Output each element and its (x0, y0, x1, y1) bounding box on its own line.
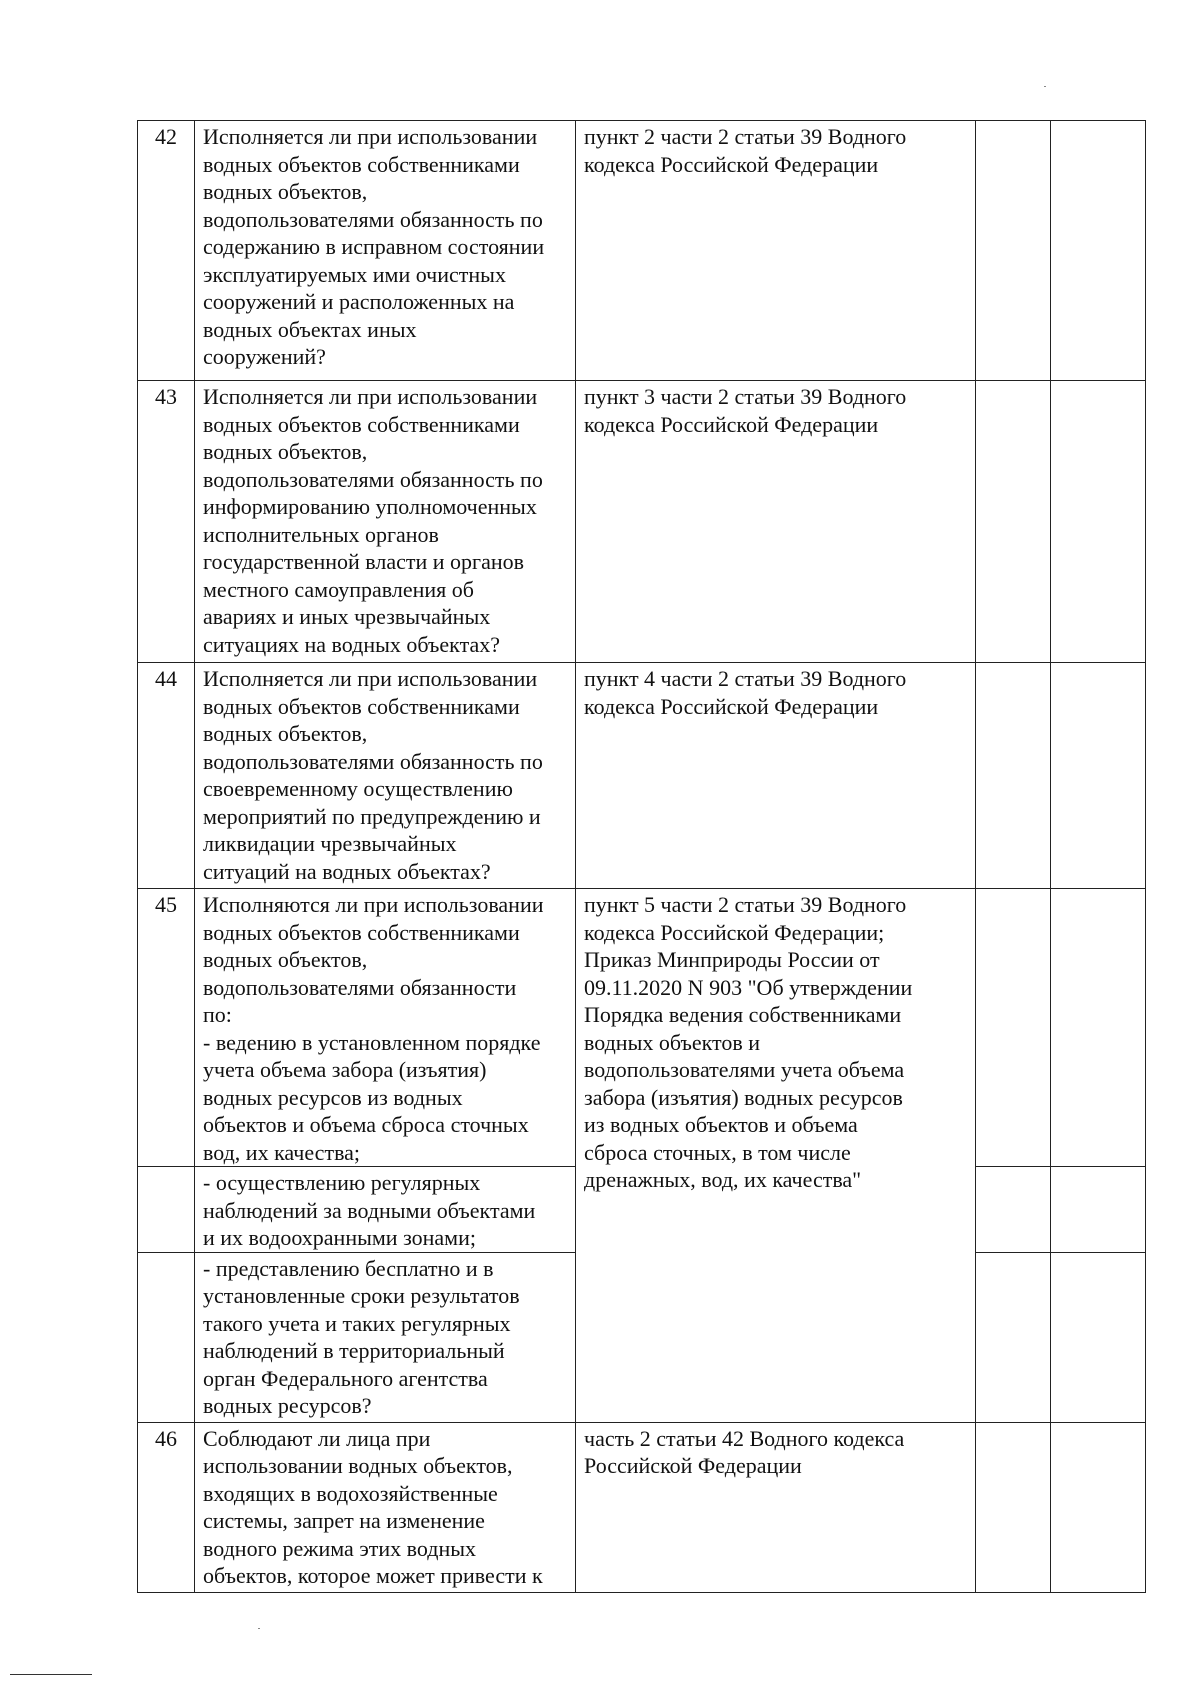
row-number (138, 1252, 195, 1422)
footnote-rule (10, 1674, 92, 1675)
row-number: 44 (138, 663, 195, 889)
note-cell (1051, 121, 1146, 381)
table-row (138, 121, 1146, 381)
legal-reference: пункт 4 части 2 статьи 39 Водного кодекса Российской Федерации (576, 663, 976, 889)
requirement-sub-item: - осуществлению регулярных наблюдений за водными объектами и их водоохранными зонами; (195, 1167, 576, 1253)
answer-cell (976, 663, 1051, 889)
answer-cell (976, 1422, 1051, 1592)
requirement-question: Исполняется ли при использовании водных объектов собственниками водных объектов, водопользователями обязанность по информированию уполномоченных исполнительных органов государственной власти и органов местного самоуправления об авариях и иных чрезвычайных ситуациях на водных объектах? (195, 381, 576, 663)
legal-reference: пункт 5 части 2 статьи 39 Водного кодекса Российской Федерации; Приказ Минприроды России от 09.11.2020 N 903 "Об утверждении Порядка ведения собственниками водных объектов и водопользователями учета объема забора (изъятия) водных ресурсов из водных объектов и объема сброса сточных, в том числе дренажных, вод, их качества" (576, 889, 976, 1423)
requirement-question: Исполняется ли при использовании водных объектов собственниками водных объектов, водопользователями обязанность по своевременному осуществлению мероприятий по предупреждению и ликвидации чрезвычайных ситуаций на водных объектах? (195, 663, 576, 889)
legal-reference: часть 2 статьи 42 Водного кодекса Российской Федерации (576, 1422, 976, 1592)
answer-cell (976, 1252, 1051, 1422)
answer-cell (976, 1167, 1051, 1253)
requirement-sub-item: - представлению бесплатно и в установленные сроки результатов такого учета и таких регулярных наблюдений в территориальный орган Федерального агентства водных ресурсов? (195, 1252, 576, 1422)
note-cell (1051, 1252, 1146, 1422)
scan-speck (258, 1628, 260, 1629)
table-row (138, 381, 1146, 663)
table-row (138, 1422, 1146, 1592)
requirement-question: Соблюдают ли лица при использовании водных объектов, входящих в водохозяйственные системы, запрет на изменение водного режима этих водных объектов, которое может привести к (195, 1422, 576, 1592)
legal-reference: пункт 2 части 2 статьи 39 Водного кодекса Российской Федерации (576, 121, 976, 381)
legal-reference: пункт 3 части 2 статьи 39 Водного кодекса Российской Федерации (576, 381, 976, 663)
row-number: 42 (138, 121, 195, 381)
note-cell (1051, 1167, 1146, 1253)
checklist-table (137, 120, 1146, 1593)
row-number (138, 1167, 195, 1253)
answer-cell (976, 381, 1051, 663)
note-cell (1051, 381, 1146, 663)
row-number: 43 (138, 381, 195, 663)
note-cell (1051, 663, 1146, 889)
requirement-question: Исполняются ли при использовании водных объектов собственниками водных объектов, водопользователями обязанности по: - ведению в установленном порядке учета объема забора (изъятия) водных ресурсов из водных объектов и объема сброса сточных вод, их качества; (195, 889, 576, 1167)
answer-cell (976, 889, 1051, 1167)
note-cell (1051, 889, 1146, 1167)
row-number: 45 (138, 889, 195, 1167)
table-row (138, 889, 1146, 1167)
row-number: 46 (138, 1422, 195, 1592)
table-row (138, 663, 1146, 889)
answer-cell (976, 121, 1051, 381)
note-cell (1051, 1422, 1146, 1592)
scan-speck (1044, 86, 1046, 87)
requirement-question: Исполняется ли при использовании водных объектов собственниками водных объектов, водопользователями обязанность по содержанию в исправном состоянии эксплуатируемых ими очистных сооружений и расположенных на водных объектах иных сооружений? (195, 121, 576, 381)
